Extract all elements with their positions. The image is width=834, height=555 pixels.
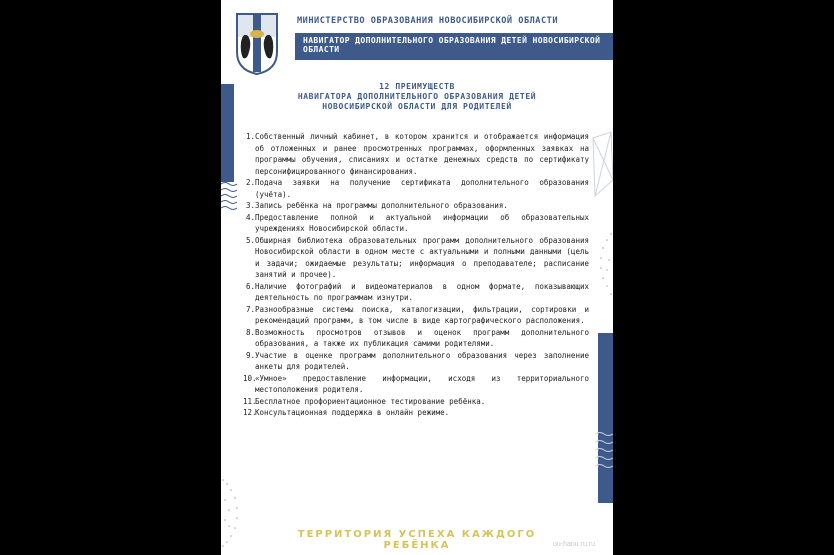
title-line-1: 12 ПРЕИМУЩЕСТВ xyxy=(379,82,455,91)
list-item-text: Возможность просмотров отзывов и оценок программ дополнительного образования, а также их публикация самими родителями. xyxy=(255,327,589,348)
list-item xyxy=(243,396,589,408)
list-item-text: Подача заявки на получение сертификата дополнительного образования (учёта). xyxy=(255,178,589,199)
benefits-list xyxy=(243,131,589,419)
list-item xyxy=(243,281,589,304)
list-item xyxy=(243,235,589,281)
title-line-3: НОВОСИБИРСКОЙ ОБЛАСТИ ДЛЯ РОДИТЕЛЕЙ xyxy=(322,102,512,111)
list-item-number: 5. xyxy=(245,235,255,245)
list-item-text: Бесплатное профориентационное тестирование ребёнка. xyxy=(255,396,486,406)
list-item xyxy=(243,200,589,212)
list-item-number: 1. xyxy=(245,132,255,141)
dotted-circle-decoration-icon xyxy=(221,470,243,550)
list-item-number: 8. xyxy=(245,327,255,337)
list-item-text: Обширная библиотека образовательных программ дополнительного образования Новосибирской области в одном месте с актуальными и полными данными (цель и задачи; ожидаемые результаты; информация о преподавателе; расписание занятий и прочее). xyxy=(255,235,589,279)
list-item-number: 12. xyxy=(243,408,257,417)
list-item-text: «Умное» предоставление информации, исходя из территориального местоположения родителя. xyxy=(255,373,589,394)
list-item-number: 6. xyxy=(245,281,255,291)
ministry-name: МИНИСТЕРСТВО ОБРАЗОВАНИЯ НОВОСИБИРСКОЙ ОБЛАСТИ xyxy=(297,16,558,26)
wave-right-decoration-icon xyxy=(595,430,613,480)
list-item xyxy=(243,212,589,235)
dotted-circle-right-decoration-icon xyxy=(595,230,613,300)
list-item xyxy=(243,350,589,373)
list-item-number: 2. xyxy=(245,178,255,187)
list-item-number: 4. xyxy=(245,212,255,222)
list-item-text: Собственный личный кабинет, в котором хранится и отображается информация об отложенных и ранее просмотренных программах, оформленных заявках на программы обучения, списаниях и остатке денежных средств по сертификату персонифицированного финансирования. xyxy=(255,132,589,176)
list-item xyxy=(243,177,589,200)
cube-decoration-icon xyxy=(591,130,613,200)
navigator-banner: НАВИГАТОР ДОПОЛНИТЕЛЬНОГО ОБРАЗОВАНИЯ ДЕТЕЙ НОВОСИБИРСКОЙ ОБЛАСТИ xyxy=(295,33,613,60)
list-item xyxy=(243,304,589,327)
list-item-text: Запись ребёнка на программы дополнительного образования. xyxy=(255,201,508,210)
list-item-text: Наличие фотографий и видеоматериалов в одном формате, показывающих деятельность по программам изнутри. xyxy=(255,281,589,302)
list-item-number: 3. xyxy=(245,201,255,210)
list-item-number: 7. xyxy=(245,304,255,314)
page-title xyxy=(261,82,573,112)
left-accent-bar xyxy=(221,84,234,182)
site-watermark: ou-hanu.ru.ru xyxy=(553,541,596,548)
list-item xyxy=(243,327,589,350)
list-item xyxy=(243,407,589,419)
list-item-text: Предоставление полной и актуальной информации об образовательных учреждениях Новосибирской области. xyxy=(255,212,589,233)
list-item-text: Разнообразные системы поиска, каталогизации, фильтрации, сортировки и рекомендаций программ, в том числе в виде картографического расположения. xyxy=(255,304,589,325)
list-item-number: 9. xyxy=(245,350,255,360)
list-item-text: Консультационная поддержка в онлайн режиме. xyxy=(255,408,450,417)
list-item xyxy=(243,373,589,396)
title-line-2: НАВИГАТОРА ДОПОЛНИТЕЛЬНОГО ОБРАЗОВАНИЯ ДЕТЕЙ xyxy=(297,92,537,101)
wave-decoration-icon xyxy=(221,180,237,216)
list-item xyxy=(243,131,589,177)
coat-of-arms-icon xyxy=(235,12,279,76)
list-item-text: Участие в оценке программ дополнительного образования через заполнение анкеты для родителей. xyxy=(255,350,589,371)
list-item-number: 11. xyxy=(243,396,257,406)
list-item-number: 10. xyxy=(243,373,257,383)
document-page xyxy=(221,0,613,555)
footer-motto: ТЕРРИТОРИЯ УСПЕХА КАЖДОГО РЕБЁНКА xyxy=(297,529,537,551)
